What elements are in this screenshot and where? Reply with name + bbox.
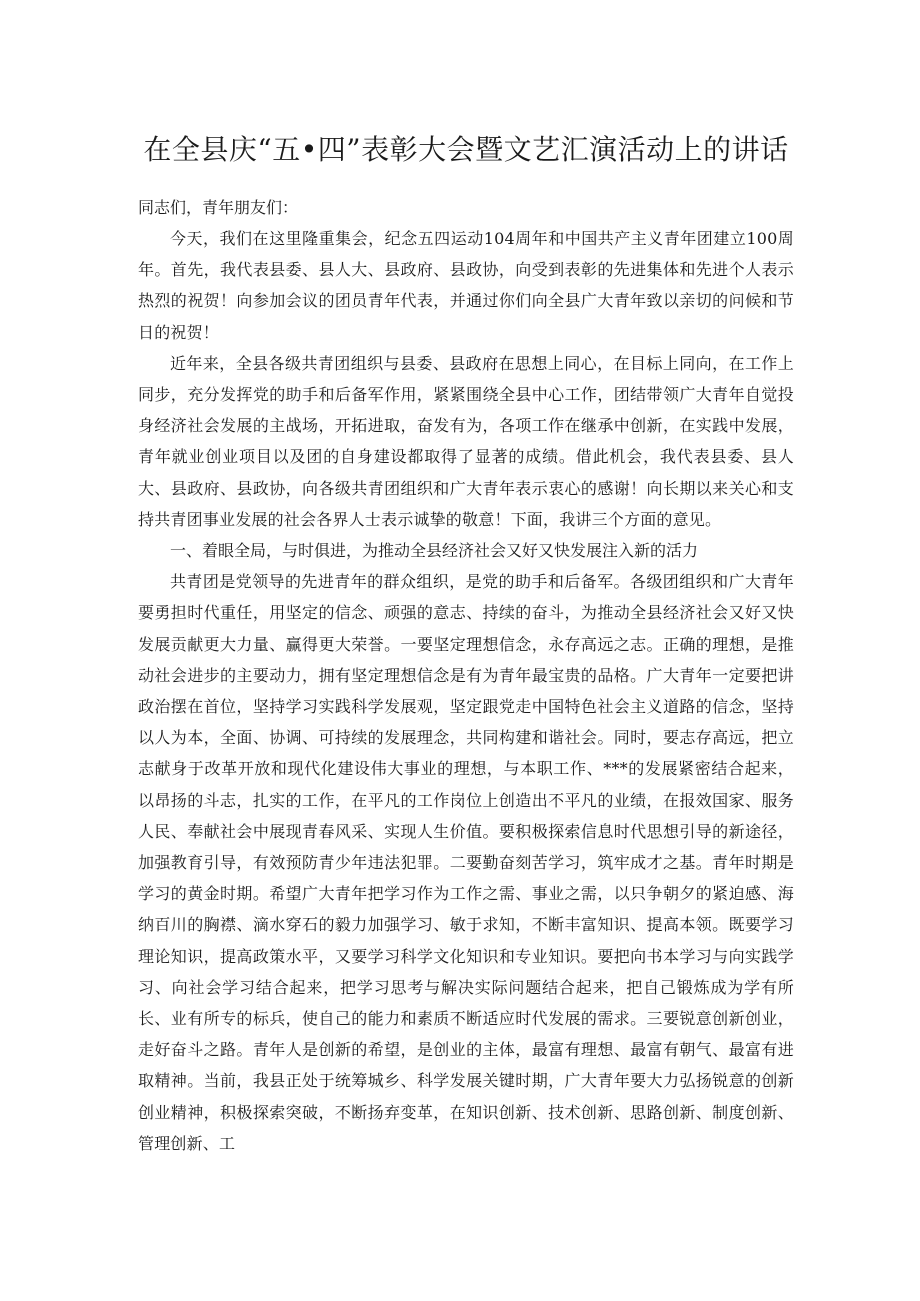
- document-page: [138, 0, 794, 1159]
- section-heading-1: 一、着眼全局，与时俱进，为推动全县经济社会又好又快发展注入新的活力: [170, 541, 699, 561]
- greeting: 同志们，青年朋友们：: [138, 198, 299, 217]
- document-title: 在全县庆“五•四”表彰大会暨文艺汇演活动上的讲话: [143, 133, 789, 166]
- paragraph-section-1-body: 共青团是党领导的先进青年的群众组织，是党的助手和后备军。各级团组织和广大青年要勇担时代重任，用坚定的信念、顽强的意志、持续的奋斗，为推动全县经济社会又好又快发展贡献更大力量、赢得更大荣誉。一要坚定理想信念，永存高远之志。正确的理想，是推动社会进步的主要动力，拥有坚定理想信念是有为青年最宝贵的品格。广大青年一定要把讲政治摆在首位，坚持学习实践科学发展观，坚定跟党走中国特色社会主义道路的信念，坚持以人为本，全面、协调、可持续的发展理念，共同构建和谐社会。同时，要志存高远，把立志献身于改革开放和现代化建设伟大事业的理想，与本职工作、***的发展紧密结合起来，以昂扬的斗志，扎实的工作，在平凡的工作岗位上创造出不平凡的业绩，在报效国家、服务人民、奉献社会中展现青春风采、实现人生价值。要积极探索信息时代思想引导的新途径，加强教育引导，有效预防青少年违法犯罪。二要勤奋刻苦学习，筑牢成才之基。青年时期是学习的黄金时期。希望广大青年把学习作为工作之需、事业之需，以只争朝夕的紧迫感、海纳百川的胸襟、滴水穿石的毅力加强学习、敏于求知，不断丰富知识、提高本领。既要学习理论知识，提高政策水平，又要学习科学文化知识和专业知识。要把向书本学习与向实践学习、向社会学习结合起来，把学习思考与解决实际问题结合起来，把自己锻炼成为学有所长、业有所专的标兵，使自己的能力和素质不断适应时代发展的需求。三要锐意创新创业，走好奋斗之路。青年人是创新的希望，是创业的主体，最富有理想、最富有朝气、最富有进取精神。当前，我县正处于统筹城乡、科学发展关键时期，广大青年要大力弘扬锐意的创新创业精神，积极探索突破，不断扬弃变革，在知识创新、技术创新、思路创新、制度创新、管理创新、工: [138, 572, 794, 1153]
- paragraph-opening: 今天，我们在这里隆重集会，纪念五四运动104周年和中国共产主义青年团建立100周年。首先，我代表县委、县人大、县政府、县政协，向受到表彰的先进集体和先进个人表示热烈的祝贺！向参加会议的团员青年代表，并通过你们向全县广大青年致以亲切的问候和节日的祝贺！: [138, 229, 794, 342]
- paragraph-achievements: 近年来，全县各级共青团组织与县委、县政府在思想上同心，在目标上同向，在工作上同步，充分发挥党的助手和后备军作用，紧紧围绕全县中心工作，团结带领广大青年自觉投身经济社会发展的主战场，开拓进取，奋发有为，各项工作在继承中创新，在实践中发展，青年就业创业项目以及团的自身建设都取得了显著的成绩。借此机会，我代表县委、县人大、县政府、县政协，向各级共青团组织和广大青年表示衷心的感谢！向长期以来关心和支持共青团事业发展的社会各界人士表示诚挚的敬意！下面，我讲三个方面的意见。: [138, 353, 794, 529]
